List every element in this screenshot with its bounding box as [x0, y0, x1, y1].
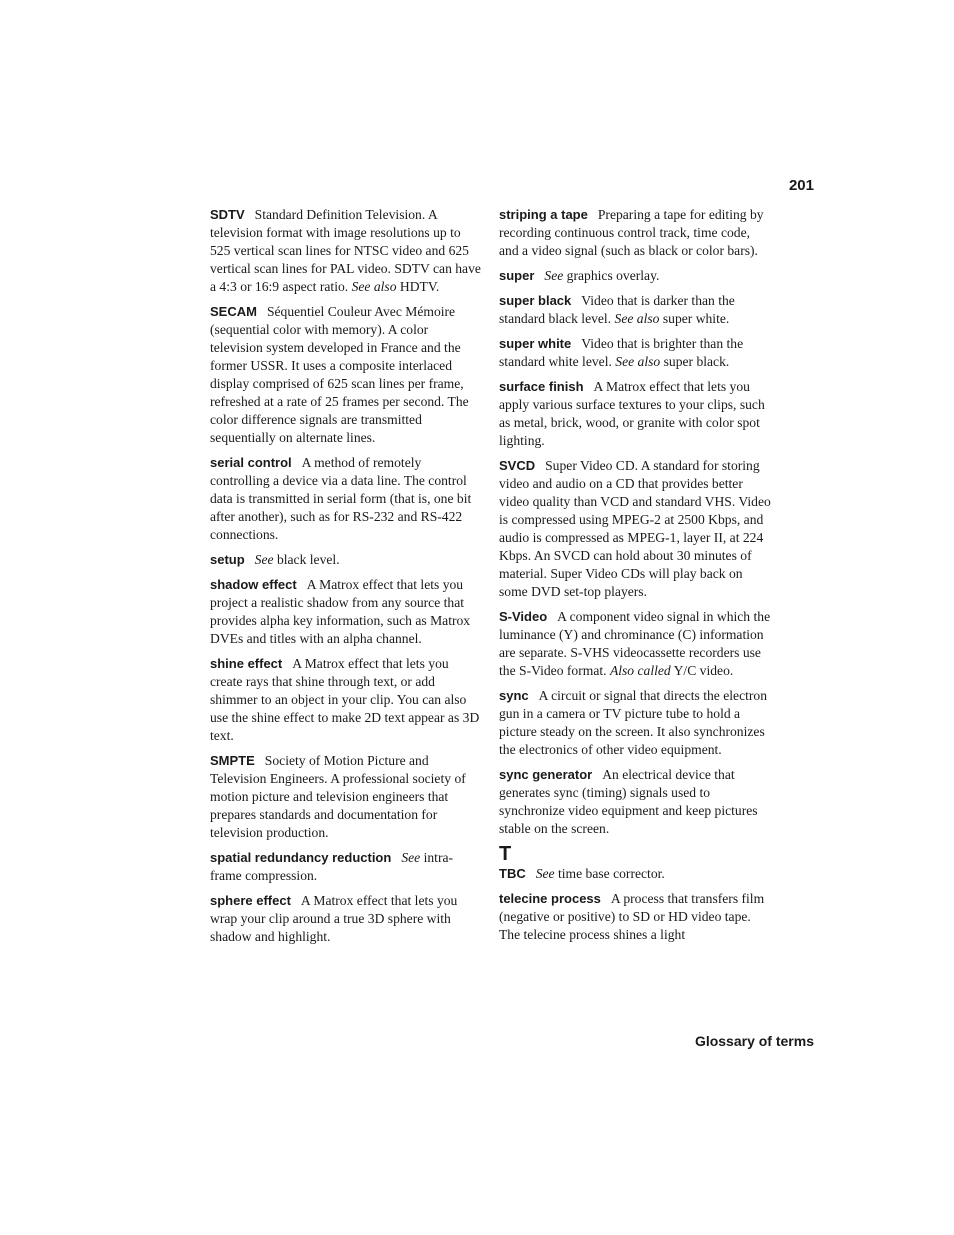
glossary-entry — [499, 687, 771, 759]
definition-text: A circuit or signal that directs the electron gun in a camera or TV picture tube to hold a picture steady on the screen. It also synchronizes the electronics of other video equipment. — [499, 688, 768, 757]
glossary-entry — [210, 752, 482, 842]
definition-text: A method of remotely controlling a device via a data line. The control data is transmitted in serial form (that is, one bit after another), such as for RS-232 and RS-422 connections. — [210, 455, 472, 542]
definition-text: A Matrox effect that lets you create rays that shine through text, or add shimmer to an object in your clip. You can also use the shine effect to make 2D text appear as 3D text. — [210, 656, 480, 743]
glossary-entry — [210, 551, 482, 569]
glossary-entry — [210, 655, 482, 745]
definition-text: HDTV. — [396, 279, 440, 294]
glossary-term: shadow effect — [210, 577, 297, 592]
definition-text: A Matrox effect that lets you wrap your clip around a true 3D sphere with shadow and highlight. — [210, 893, 458, 944]
definition-text: black level. — [273, 552, 340, 567]
definition-text: A process that transfers film (negative or positive) to SD or HD video tape. The telecine process shines a light — [499, 891, 765, 942]
glossary-entry — [499, 206, 771, 260]
definition-text: graphics overlay. — [563, 268, 660, 283]
glossary-definition — [499, 458, 771, 599]
glossary-definition — [536, 866, 665, 881]
glossary-term: striping a tape — [499, 207, 588, 222]
cross-reference-label: See — [254, 552, 274, 567]
glossary-entry — [499, 378, 771, 450]
glossary-term: super black — [499, 293, 572, 308]
definition-text: Video that is brighter than the standard white level. — [499, 336, 744, 369]
section-letter: T — [499, 843, 512, 865]
definition-text: Society of Motion Picture and Television Engineers. A professional society of motion picture and television engineers that prepares standards and documentation for television production. — [210, 753, 466, 840]
glossary-term: TBC — [499, 866, 526, 881]
definition-text: A Matrox effect that lets you project a realistic shadow from any source that provides alpha key information, such as Matrox DVEs and titles with an alpha channel. — [210, 577, 471, 646]
glossary-entry — [499, 608, 771, 680]
glossary-column-left — [210, 206, 482, 953]
cross-reference-label: See — [544, 268, 564, 283]
running-footer: Glossary of terms — [694, 1033, 814, 1049]
glossary-entry — [210, 576, 482, 648]
cross-reference-label: See — [535, 866, 555, 881]
glossary-entry — [210, 892, 482, 946]
definition-text: An electrical device that generates sync (timing) signals used to synchronize video equipment and keep pictures stable on the screen. — [499, 767, 758, 836]
definition-text: Séquentiel Couleur Avec Mémoire (sequential color with memory). A color television system developed in France and the former USSR. It uses a composite interlaced display comprised of 625 scan lines per frame, refreshed at a rate of 25 frames per second. The color difference signals are transmitted sequentially on alternate lines. — [210, 304, 469, 445]
glossary-definition — [499, 688, 767, 757]
glossary-term: shine effect — [210, 656, 283, 671]
glossary-entry — [499, 335, 771, 371]
cross-reference-label: See also — [615, 354, 661, 369]
glossary-column-right — [499, 206, 771, 951]
glossary-term: SDTV — [210, 207, 245, 222]
glossary-definition — [544, 268, 659, 283]
cross-reference-label: See also — [351, 279, 397, 294]
cross-reference-label: See — [401, 850, 421, 865]
definition-text: Preparing a tape for editing by recording continuous control track, time code, and a video signal (such as black or color bars). — [499, 207, 764, 258]
definition-text: Super Video CD. A standard for storing video and audio on a CD that provides better video quality than VCD and standard VHS. Video is compressed using MPEG-2 at 2500 Kbps, and audio is compressed as MPEG-1, layer II, at 224 Kbps. An SVCD can hold about 30 minutes of material. Super Video CDs will play back on some DVD set-top players. — [499, 458, 771, 599]
glossary-entry — [499, 292, 771, 328]
definition-text: A component video signal in which the luminance (Y) and chrominance (C) information are separate. S-VHS videocassette recorders use the S-Video format. — [499, 609, 771, 678]
glossary-entry — [210, 454, 482, 544]
glossary-entry — [210, 849, 482, 885]
glossary-term: serial control — [210, 455, 292, 470]
cross-reference-label: See also — [614, 311, 660, 326]
glossary-term: surface finish — [499, 379, 584, 394]
glossary-term: sync — [499, 688, 529, 703]
glossary-term: spatial redundancy reduction — [210, 850, 392, 865]
glossary-term: sync generator — [499, 767, 593, 782]
glossary-entry — [499, 766, 771, 838]
glossary-entry — [499, 267, 771, 285]
glossary-term: setup — [210, 552, 245, 567]
definition-text: super white. — [659, 311, 730, 326]
definition-text: super black. — [660, 354, 730, 369]
glossary-definition — [255, 552, 340, 567]
glossary-term: super — [499, 268, 535, 283]
cross-reference-label: Also called — [609, 663, 671, 678]
glossary-term: SECAM — [210, 304, 257, 319]
glossary-term: SVCD — [499, 458, 536, 473]
glossary-term: telecine process — [499, 891, 601, 906]
glossary-term: sphere effect — [210, 893, 291, 908]
glossary-entry — [210, 303, 482, 447]
glossary-entry — [499, 865, 771, 883]
glossary-definition — [210, 304, 469, 445]
definition-text: Video that is darker than the standard black level. — [499, 293, 735, 326]
definition-text: Y/C video. — [670, 663, 734, 678]
glossary-entry — [499, 890, 771, 944]
glossary-term: super white — [499, 336, 572, 351]
definition-text: A Matrox effect that lets you apply various surface textures to your clips, such as metal, brick, wood, or granite with color spot lighting. — [499, 379, 765, 448]
glossary-entry — [499, 457, 771, 601]
glossary-entry — [210, 206, 482, 296]
definition-text: intra-frame compression. — [210, 850, 454, 883]
definition-text: time base corrector. — [554, 866, 665, 881]
glossary-term: S-Video — [499, 609, 548, 624]
definition-text: Standard Definition Television. A television format with image resolutions up to 525 vertical scan lines for NTSC video and 625 vertical scan lines for PAL video. SDTV can have a 4:3 or 16:9 aspect ratio. — [210, 207, 481, 294]
glossary-term: SMPTE — [210, 753, 255, 768]
page-number: 201 — [788, 177, 814, 194]
glossary-definition — [210, 207, 481, 294]
